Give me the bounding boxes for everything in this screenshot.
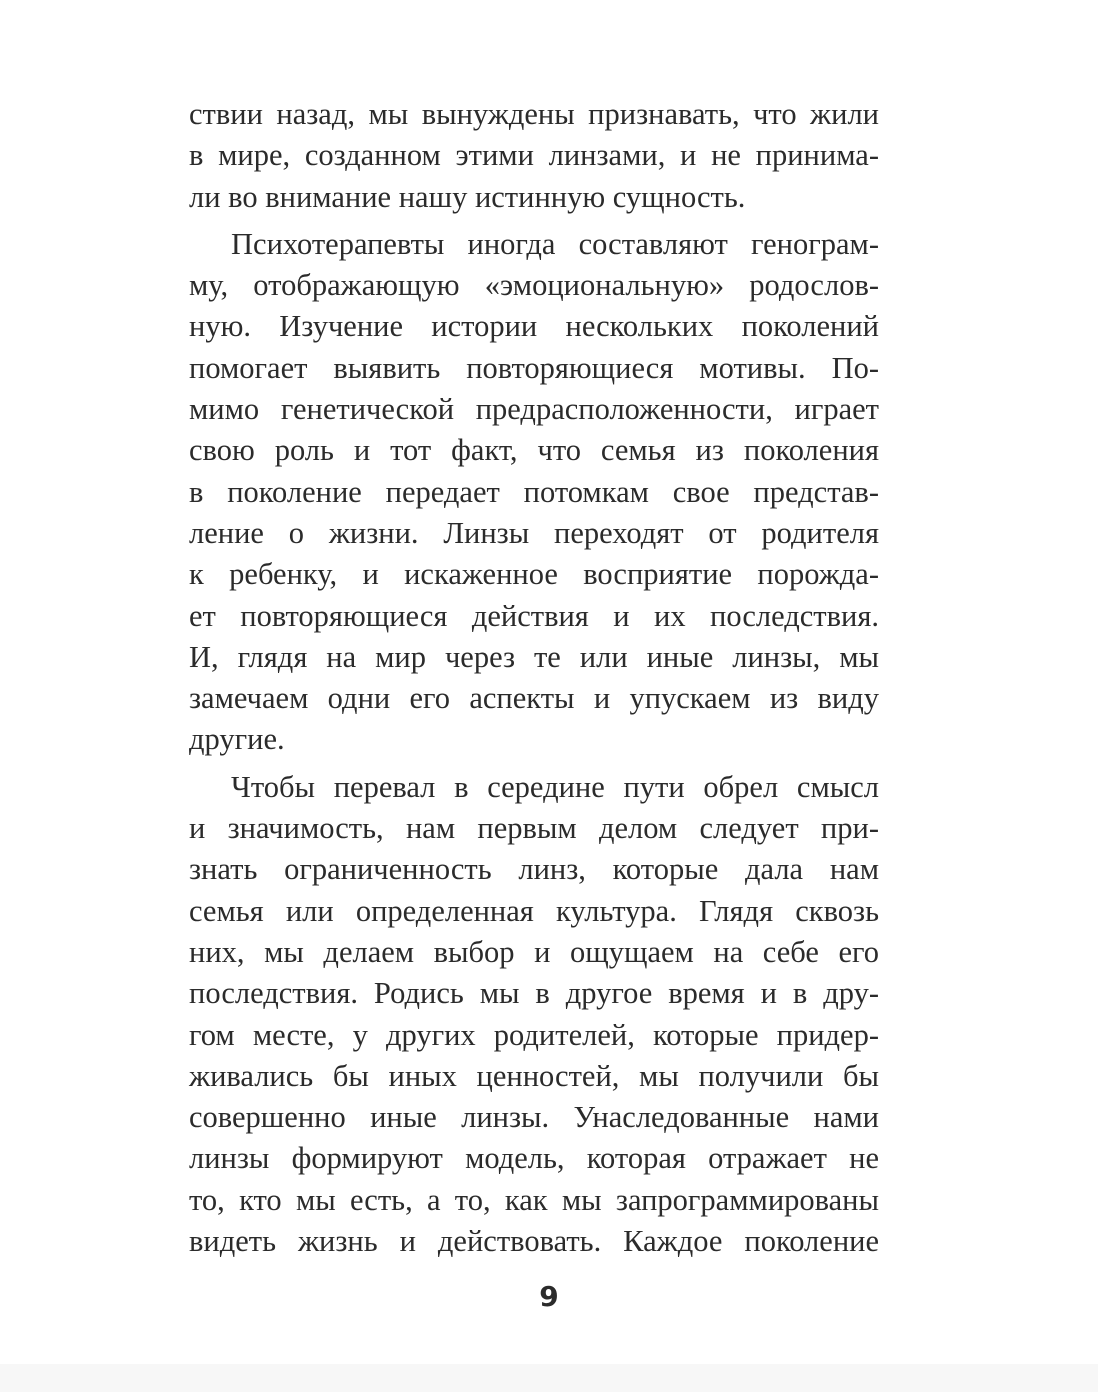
text-line: свою роль и тот факт, что семья из поколения: [189, 433, 879, 468]
body-text: [189, 94, 879, 1262]
text-line: гом месте, у других родителей, которые придер-: [189, 1017, 879, 1052]
text-line: к ребенку, и искаженное восприятие порожда-: [189, 557, 879, 592]
text-line: и значимость, нам первым делом следует при-: [189, 811, 879, 846]
text-line: Чтобы перевал в середине пути обрел смысл: [231, 769, 879, 804]
text-line: последствия. Родись мы в другое время и в дру-: [189, 976, 879, 1011]
text-line: мимо генетической предрасположенности, играет: [189, 392, 879, 427]
text-line: помогает выявить повторяющиеся мотивы. По-: [189, 350, 879, 385]
text-line: них, мы делаем выбор и ощущаем на себе его: [189, 934, 879, 969]
text-line: в мире, созданном этими линзами, и не принима-: [189, 138, 879, 173]
text-line: видеть жизнь и действовать. Каждое поколение: [189, 1224, 879, 1259]
text-line: му, отображающую «эмоциональную» родослов-: [189, 268, 879, 303]
text-line: И, глядя на мир через те или иные линзы, мы: [189, 639, 879, 674]
text-line: другие.: [189, 722, 285, 757]
page-number: 9: [539, 1280, 559, 1313]
text-line: знать ограниченность линз, которые дала нам: [189, 852, 879, 887]
page-bottom-edge: [0, 1364, 1098, 1392]
text-line: ление о жизни. Линзы переходят от родителя: [189, 515, 879, 550]
text-line: в поколение передает потомкам свое представ-: [189, 474, 879, 509]
text-line: семья или определенная культура. Глядя сквозь: [189, 893, 879, 928]
text-line: ную. Изучение истории нескольких поколений: [189, 309, 879, 344]
text-line: то, кто мы есть, а то, как мы запрограммированы: [189, 1182, 879, 1217]
text-line: ет повторяющиеся действия и их последствия.: [189, 598, 879, 633]
text-line: совершенно иные линзы. Унаследованные нами: [189, 1100, 879, 1135]
text-line: линзы формируют модель, которая отражает не: [189, 1141, 879, 1176]
text-line: замечаем одни его аспекты и упускаем из виду: [189, 681, 879, 716]
text-line: живались бы иных ценностей, мы получили бы: [189, 1058, 879, 1093]
text-line: ли во внимание нашу истинную сущность.: [189, 179, 746, 214]
text-line: ствии назад, мы вынуждены признавать, что жили: [189, 97, 879, 131]
text-line: Психотерапевты иногда составляют генограм-: [231, 226, 879, 261]
